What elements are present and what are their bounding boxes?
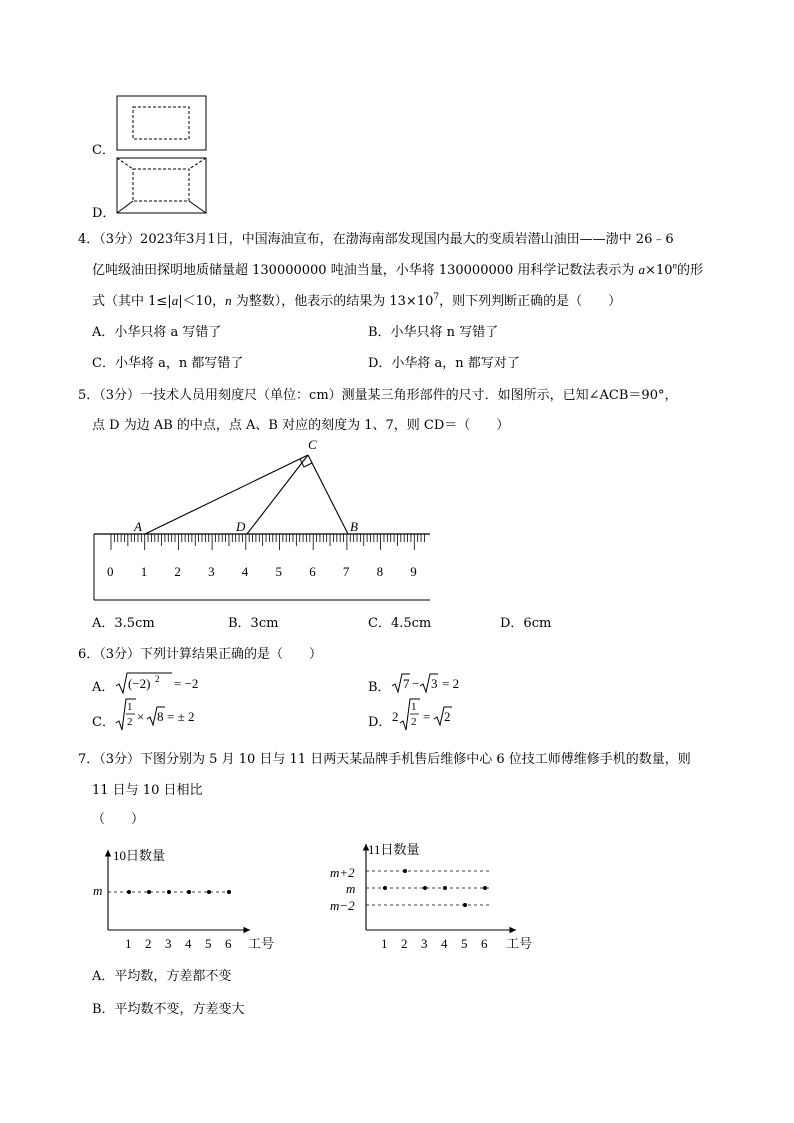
chart11-x-tick: 2: [401, 936, 408, 951]
chart10-x-tick: 5: [205, 936, 212, 951]
svg-text:×: ×: [137, 709, 145, 724]
chart11-x-tick: 5: [461, 936, 468, 951]
chart11-y-label-plus2: m+2: [330, 865, 355, 880]
svg-text:2: 2: [411, 716, 417, 728]
point-a-label: A: [134, 519, 142, 534]
chart-day10: [88, 842, 288, 954]
q4-line2: 亿吨级油田探明地质储量超 130000000 吨油当量，小华将 130000000 用科学记数法表示为 $a\times 10^n$的形: [92, 260, 703, 278]
chart10-point: [127, 890, 131, 894]
point-d-label: D: [236, 519, 246, 534]
svg-text:= ± 2: = ± 2: [167, 709, 195, 724]
ruler-number: 1: [140, 564, 148, 579]
ruler-number: 2: [174, 564, 181, 579]
q6-option-b: B．: [368, 680, 391, 695]
q7-line1: 7．（3分）下图分别为 5 月 10 日与 11 日两天某品牌手机售后维修中心 6 位技工师傅维修手机的数量，则: [78, 752, 691, 767]
chart10-point: [167, 890, 171, 894]
svg-text:−: −: [412, 676, 420, 691]
chart11-x-label: 工号: [506, 936, 533, 951]
q4-option-d: D．小华将 a，n 都写对了: [368, 356, 520, 371]
chart11-x-tick: 1: [381, 936, 388, 951]
q4-option-b: B．小华只将 n 写错了: [368, 325, 499, 340]
q5-option-a: A．3.5cm: [92, 616, 155, 631]
svg-text:2: 2: [155, 674, 160, 684]
chart10-x-tick: 4: [185, 936, 192, 951]
chart10-point: [187, 890, 191, 894]
chart10-point: [227, 890, 231, 894]
chart11-point: [443, 886, 447, 890]
q4-option-c: C．小华将 a，n 都写错了: [92, 356, 244, 371]
q7-option-a: A．平均数，方差都不变: [92, 969, 232, 984]
chart11-y-label-m: m: [346, 881, 356, 896]
chart10-x-tick: 3: [165, 936, 172, 951]
q4-line1: 4．（3分）2023年3月1日，中国海油宣布，在渤海南部发现国内最大的变质岩潜山油田——渤中 26﹣6: [78, 232, 674, 247]
q5-option-b: B．3cm: [228, 616, 279, 631]
chart10-point: [207, 890, 211, 894]
ruler-number: 7: [342, 564, 350, 579]
q6-option-c: C．: [92, 715, 115, 730]
chart11-x-tick: 4: [441, 936, 448, 951]
chart10-x-tick: 1: [125, 936, 132, 951]
q6-option-d-expr: [390, 697, 470, 733]
ruler-number: 6: [309, 564, 316, 579]
svg-text:2: 2: [392, 709, 399, 724]
svg-text:8: 8: [157, 709, 164, 724]
chart11-y-label-minus2: m−2: [330, 898, 355, 913]
q5-option-c: C．4.5cm: [368, 616, 432, 631]
q4-line3: 式（其中 1≤|a|＜10，n 为整数），他表示的结果为 $13\times 10^7$，则下列判断正确的是（ ）: [92, 292, 622, 309]
chart11-point: [383, 886, 387, 890]
q6-option-a-expr: [114, 670, 204, 696]
chart11-point: [483, 886, 487, 890]
svg-text:7: 7: [403, 676, 410, 691]
chart10-point: [147, 890, 151, 894]
chart11-x-tick: 6: [481, 936, 488, 951]
svg-text:1: 1: [127, 701, 133, 713]
q6-option-a-label: A．: [92, 680, 115, 695]
svg-text:= 2: = 2: [442, 676, 460, 691]
q5-line1: 5．（3分）一技术人员用刻度尺（单位：cm）测量某三角形部件的尺寸．如图所示，已知∠ACB＝90°，: [78, 388, 678, 403]
ruler-number: 0: [107, 564, 114, 579]
q6-option-b-expr: [390, 670, 470, 696]
q4-option-a: A．小华只将 a 写错了: [92, 325, 222, 340]
q6-line1: 6．（3分）下列计算结果正确的是（ ）: [78, 647, 323, 662]
chart10-x-tick: 2: [145, 936, 152, 951]
ruler-number: 3: [208, 564, 215, 579]
ruler-number: 9: [410, 564, 417, 579]
q5-option-d: D．6cm: [500, 616, 552, 631]
chart-day11: [328, 838, 543, 954]
q6-option-c-expr: [114, 697, 204, 733]
chart10-y-label: m: [93, 883, 103, 898]
q7-line3: （ ）: [92, 812, 145, 827]
q7-option-b: B．平均数不变，方差变大: [92, 1002, 245, 1017]
svg-text:2: 2: [127, 716, 133, 728]
chart10-title: 10日数量: [113, 848, 166, 863]
ruler-triangle-figure: [92, 437, 437, 605]
option-d-figure: [116, 157, 208, 215]
point-b-label: B: [350, 519, 358, 534]
ruler-number: 8: [376, 564, 384, 579]
svg-text:=: =: [423, 709, 431, 724]
option-d-label: D．: [92, 206, 116, 221]
chart10-x-tick: 6: [225, 936, 232, 951]
q7-line2: 11 日与 10 日相比: [92, 783, 203, 798]
svg-text:2: 2: [444, 709, 451, 724]
chart11-point: [403, 869, 407, 873]
option-c-label: C．: [92, 143, 115, 158]
svg-text:(−2): (−2): [128, 676, 151, 691]
q5-line2: 点 D 为边 AB 的中点，点 A、B 对应的刻度为 1、7，则 CD＝（ ）: [92, 418, 510, 433]
q6-option-a: [92, 676, 114, 695]
svg-text:3: 3: [431, 676, 438, 691]
chart11-point: [463, 903, 467, 907]
option-c-figure: [116, 95, 208, 151]
chart10-x-label: 工号: [248, 936, 275, 951]
chart11-point: [423, 886, 427, 890]
point-c-label: C: [308, 437, 317, 452]
chart11-title: 11日数量: [368, 842, 420, 857]
svg-text:= −2: = −2: [174, 676, 199, 691]
svg-text:1: 1: [411, 701, 417, 713]
ruler-number: 5: [275, 564, 282, 579]
chart11-x-tick: 3: [421, 936, 428, 951]
q6-option-d: D．: [368, 715, 392, 730]
ruler-number: 4: [241, 564, 249, 579]
